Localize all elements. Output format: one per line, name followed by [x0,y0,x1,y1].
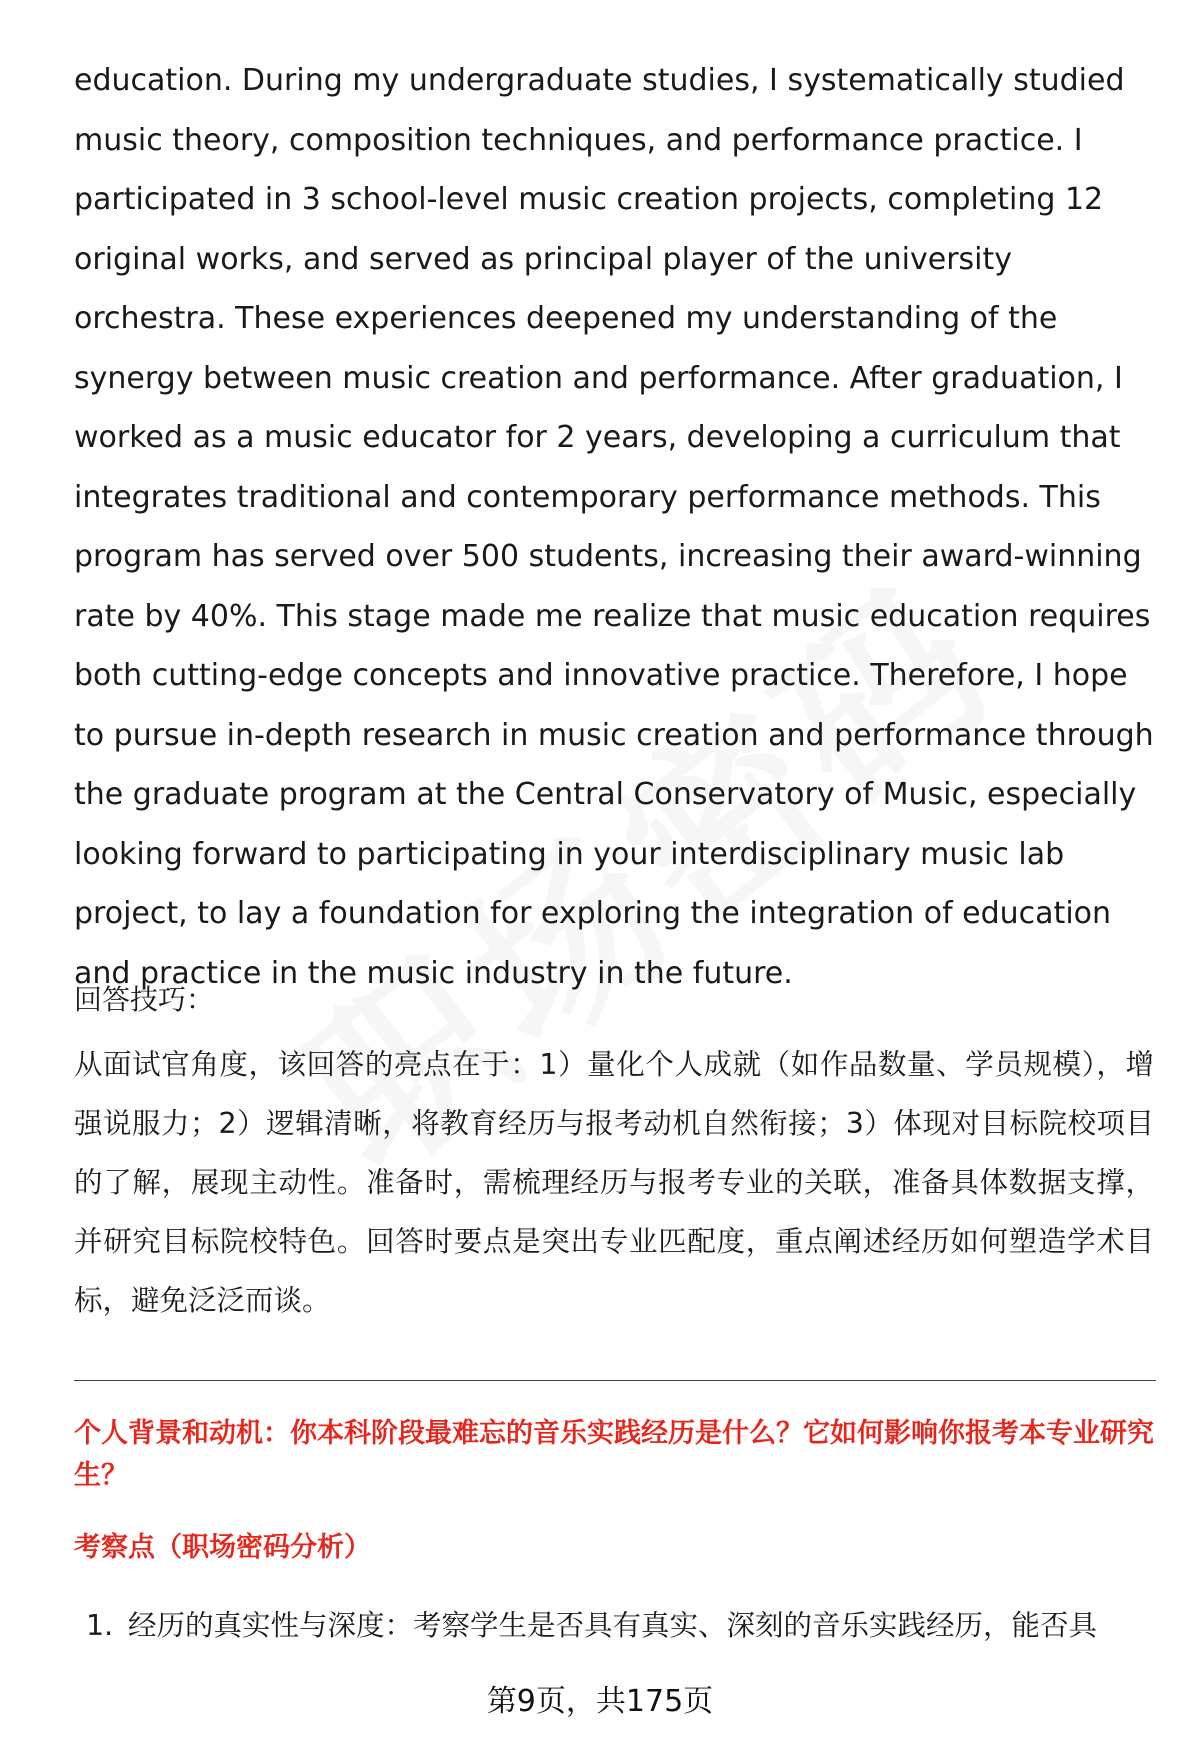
tips-label: 回答技巧： [74,983,215,1016]
section-divider [74,1380,1156,1381]
list-item [86,1604,1161,1648]
tips-text: 从面试官角度，该回答的亮点在于：1）量化个人成就（如作品数量、学员规模），增强说服力；2）逻辑清晰，将教育经历与报考动机自然衔接；3）体现对目标院校项目的了解，展现主动性。准备时，需梳理经历与报考专业的关联，准备具体数据支撑，并研究目标院校特色。回答时要点是突出专业匹配度，重点阐述经历如何塑造学术目标，避免泛泛而谈。 [74,1048,1154,1317]
page-number: 第9页，共175页 [486,1684,714,1719]
answer-paragraph: education. During my undergraduate studies, I systematically studied music theory, composition techniques, and performance practice. I participated in 3 school-level music creation projects, completing 12 original works, and served as principal player of the university orchestra. These experiences deepened my understanding of the synergy between music creation and performance. After graduation, I worked as a music educator for 2 years, developing a curriculum that integrates traditional and contemporary performance methods. This program has served over 500 students, increasing their award-winning rate by 40%. This stage made me realize that music education requires both cutting-edge concepts and innovative practice. Therefore, I hope to pursue in-depth research in music creation and performance through the graduate program at the Central Conservatory of Music, especially looking forward to participating in your interdisciplinary music lab project, to lay a foundation for exploring the integration of education and practice in the music industry in the future. [74,63,1154,991]
list-item-number: 1. [86,1609,114,1642]
question-heading: 个人背景和动机：你本科阶段最难忘的音乐实践经历是什么？它如何影响你报考本专业研究生？ [74,1418,1154,1491]
analysis-heading: 考察点（职场密码分析） [74,1532,371,1563]
list-item-text: 经历的真实性与深度：考察学生是否具有真实、深刻的音乐实践经历，能否具 [128,1609,1098,1642]
